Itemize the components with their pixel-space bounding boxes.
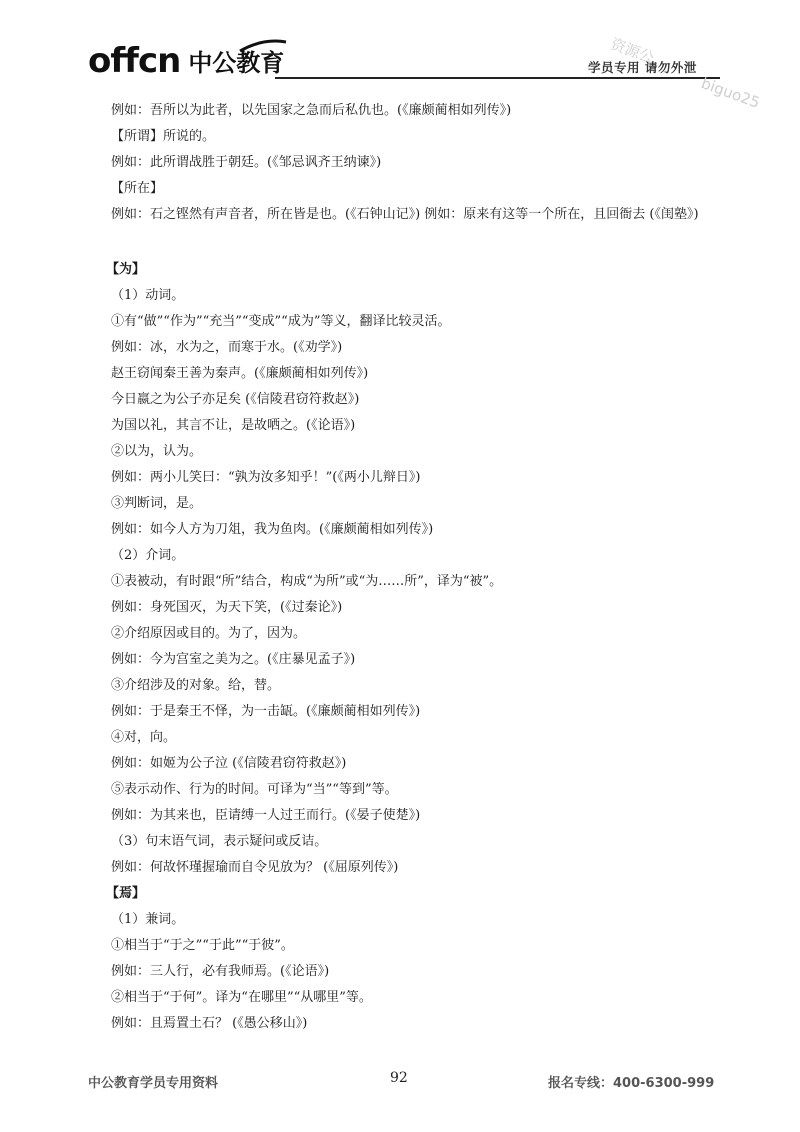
text-line: ④对，向。 — [111, 730, 177, 745]
text-line: （1）兼词。 — [111, 912, 185, 927]
header-rule — [275, 77, 720, 79]
text-line: 今日嬴之为公子亦足矣 (《信陵君窃符救赵》) — [111, 392, 360, 407]
text-line: 例如：于是秦王不怿，为一击缻。(《廉颇蔺相如列传》) — [111, 704, 421, 719]
text-line: 例如：且焉置土石？ (《愚公移山》) — [111, 1016, 308, 1031]
text-line: 【所在】 — [111, 181, 164, 196]
header-confidential-tag: 学员专用 请勿外泄 — [588, 60, 697, 75]
footer-left-text: 中公教育学员专用资料 — [88, 1076, 219, 1091]
text-line: 赵王窃闻秦王善为秦声。(《廉颇蔺相如列传》) — [111, 366, 369, 381]
text-line: 【所谓】所说的。 — [111, 129, 216, 144]
text-line: 例如：如今人方为刀俎，我为鱼肉。(《廉颇蔺相如列传》) — [111, 522, 434, 537]
text-line: ②以为，认为。 — [111, 444, 203, 459]
text-line: 例如：两小儿笑曰：“孰为汝多知乎！”(《两小儿辩日》) — [111, 470, 421, 485]
text-line: 例如：吾所以为此者，以先国家之急而后私仇也。(《廉颇蔺相如列传》) — [111, 103, 512, 118]
text-paragraph: 例如：石之铿然有声音者，所在皆是也。(《石钟山记》) 例如：原来有这等一个所在，且回衙去 (《闺塾》) — [111, 207, 699, 222]
text-line: 例如：身死国灭，为天下笑，(《过秦论》) — [111, 600, 343, 615]
text-line: 例如：何故怀瑾握瑜而自令见放为？ (《屈原列传》) — [111, 860, 399, 875]
text-line: ③介绍涉及的对象。给，替。 — [111, 678, 281, 693]
text-line: ①有“做”“作为”“充当”“变成”“成为”等义，翻译比较灵活。 — [111, 314, 451, 329]
logo-swoosh-icon — [238, 38, 288, 52]
page-number: 92 — [390, 1070, 408, 1086]
page-footer — [0, 1062, 800, 1102]
text-line: ③判断词，是。 — [111, 496, 203, 511]
text-line: 例如：三人行，必有我师焉。(《论语》) — [111, 964, 330, 979]
footer-hotline: 报名专线：400-6300-999 — [548, 1076, 715, 1091]
logo-chinese-name: 中公教育 — [188, 49, 285, 77]
watermark: biguo25 — [698, 74, 763, 112]
text-line: 例如：如姬为公子泣 (《信陵君窃符救赵》) — [111, 756, 347, 771]
text-line: 例如：今为宫室之美为之。(《庄暴见孟子》) — [111, 652, 356, 667]
text-line: ①表被动，有时跟“所”结合，构成“为所”或“为……所”，译为“被”。 — [111, 574, 503, 589]
text-line: ①相当于“于之”“于此”“于彼”。 — [111, 938, 294, 953]
watermark: 资源公 — [608, 34, 657, 68]
text-line: 例如：为其来也，臣请缚一人过王而行。(《晏子使楚》) — [111, 808, 421, 823]
text-line: 例如：此所谓战胜于朝廷。(《邹忌讽齐王纳谏》) — [111, 155, 382, 170]
offcn-logo — [88, 38, 285, 81]
text-line: 例如：冰，水为之，而寒于水。(《劝学》) — [111, 340, 343, 355]
text-line: 为国以礼，其言不让，是故哂之。(《论语》) — [111, 418, 356, 433]
text-line: ②介绍原因或目的。为了，因为。 — [111, 626, 307, 641]
text-line: （1）动词。 — [111, 288, 185, 303]
text-line: ⑤表示动作、行为的时间。可译为“当”“等到”等。 — [111, 782, 398, 797]
text-line: ②相当于“于何”。译为“在哪里”“从哪里”等。 — [111, 990, 372, 1005]
text-line: （2）介词。 — [111, 548, 185, 563]
text-line: （3）句末语气词，表示疑问或反诘。 — [111, 834, 328, 849]
section-heading: 【为】 — [106, 262, 146, 277]
section-heading: 【焉】 — [106, 886, 146, 901]
logo-wordmark: offcn — [88, 41, 181, 81]
